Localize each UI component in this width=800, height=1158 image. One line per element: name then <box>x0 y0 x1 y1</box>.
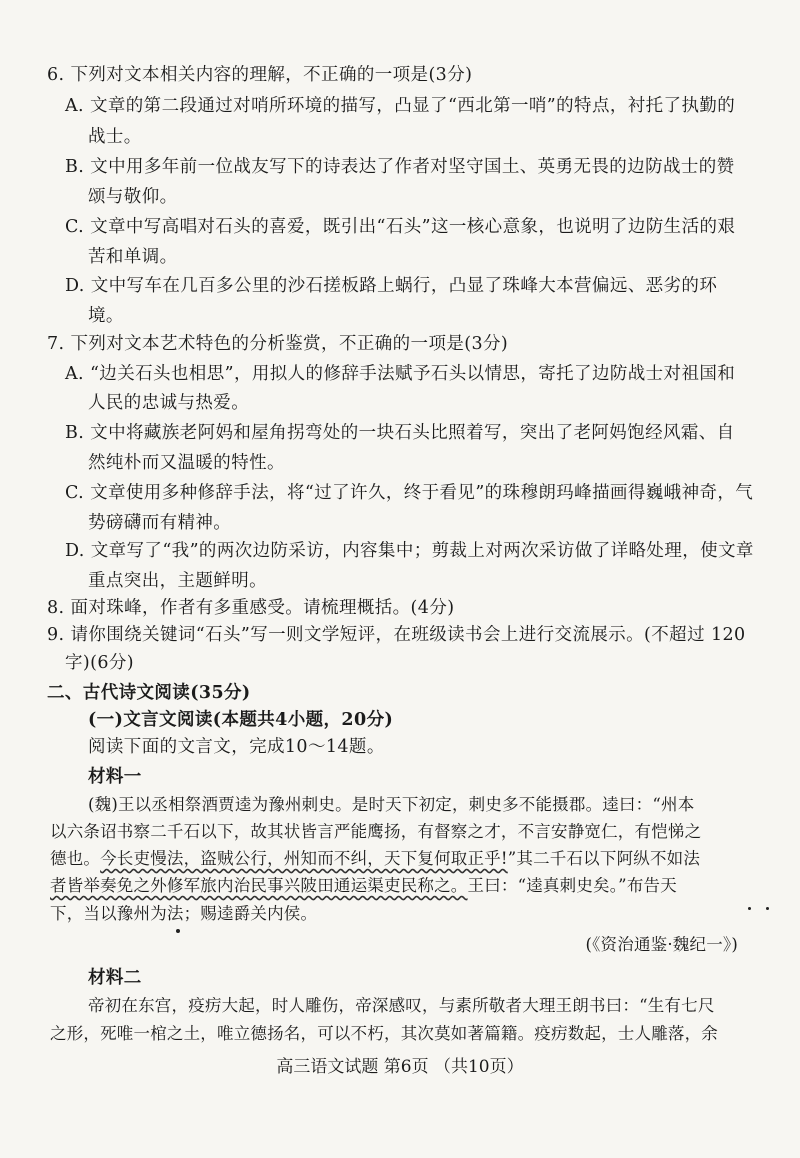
subsection-title: (一)文言文阅读(本题共4小题，20分) <box>88 710 394 730</box>
material-1-line-4 <box>50 873 677 899</box>
material-2-label: 材料二 <box>88 968 142 988</box>
reading-instruction: 阅读下面的文言文，完成10～14题。 <box>88 737 385 757</box>
q8: 8. 面对珠峰，作者有多重感受。请梳理概括。(4分) <box>47 598 455 618</box>
emphasis-dot <box>176 929 180 933</box>
q6-option-d-cont: 境。 <box>88 306 124 326</box>
section-title: 二、古代诗文阅读(35分) <box>47 683 251 703</box>
material-1-line-3 <box>50 846 700 872</box>
material-2-line-2: 之形，死唯一棺之土，唯立德扬名，可以不朽，其次莫如著篇籍。疫疠数起，士人雕落，余 <box>50 1024 718 1043</box>
q7-option-c: C. 文章使用多种修辞手法，将“过了许久，终于看见”的珠穆朗玛峰描画得巍峨神奇，气 <box>65 483 754 503</box>
punctuation-exercise-text: 者皆举奏免之外修军旅内治民事兴陂田通运渠吏民称之。 <box>50 876 468 895</box>
q6-option-a-cont: 战士。 <box>88 127 142 147</box>
q7-option-b-cont: 然纯朴而又温暖的特性。 <box>88 453 285 473</box>
q7-option-d-cont: 重点突出，主题鲜明。 <box>88 571 267 591</box>
scan-speck <box>766 907 769 910</box>
underlined-sentence: 今长吏慢法，盗贼公行，州知而不纠，天下复何取正乎! <box>100 849 508 868</box>
material-1-source: (《资治通鉴·魏纪一》) <box>585 935 738 954</box>
q9-cont: 字)(6分) <box>65 653 135 673</box>
material-1-label: 材料一 <box>88 767 142 787</box>
material-2-line-1: 帝初在东宫，疫疠大起，时人雕伤，帝深感叹，与素所敬者大理王朗书曰：“生有七尺 <box>88 996 715 1015</box>
q6-option-b: B. 文中用多年前一位战友写下的诗表达了作者对坚守国土、英勇无畏的边防战士的赞 <box>65 157 735 177</box>
q6-option-a: A. 文章的第二段通过对哨所环境的描写，凸显了“西北第一哨”的特点，衬托了执勤的 <box>65 96 736 116</box>
page-footer: 高三语文试题 第6页 （共10页） <box>276 1057 524 1077</box>
q6-option-d: D. 文中写车在几百多公里的沙石搓板路上蜗行，凸显了珠峰大本营偏远、恶劣的环 <box>65 276 718 296</box>
scan-speck <box>748 907 751 910</box>
q6-option-b-cont: 颂与敬仰。 <box>88 187 178 207</box>
q7-option-a: A. “边关石头也相思”，用拟人的修辞手法赋予石头以情思，寄托了边防战士对祖国和 <box>65 364 736 384</box>
material-1-text: 德也。 <box>50 849 101 868</box>
q6-option-c: C. 文章中写高唱对石头的喜爱，既引出“石头”这一核心意象，也说明了边防生活的艰 <box>65 217 736 237</box>
q6-stem: 6. 下列对文本相关内容的理解，不正确的一项是(3分) <box>47 65 473 85</box>
q7-option-b: B. 文中将藏族老阿妈和屋角拐弯处的一块石头比照着写，突出了老阿妈饱经风霜、自 <box>65 423 735 443</box>
q7-option-a-cont: 人民的忠诚与热爱。 <box>88 393 250 413</box>
q7-stem: 7. 下列对文本艺术特色的分析鉴赏，不正确的一项是(3分) <box>47 334 509 354</box>
q7-option-d: D. 文章写了“我”的两次边防采访，内容集中；剪裁上对两次采访做了详略处理，使文章 <box>65 541 754 561</box>
material-1-line-2: 以六条诏书察二千石以下，故其状皆言严能鹰扬，有督察之才，不言安静宽仁，有恺悌之 <box>50 822 702 841</box>
q7-option-c-cont: 势磅礴而有精神。 <box>88 513 232 533</box>
material-1-text: 王曰：“逵真刺史矣。”布告天 <box>467 876 677 895</box>
material-1-line-1: (魏)王以丞相祭酒贾逵为豫州刺史。是时天下初定，刺史多不能摄郡。逵曰：“州本 <box>88 795 695 814</box>
material-1-text: ”其二千石以下阿纵不如法 <box>507 849 701 868</box>
q6-option-c-cont: 苦和单调。 <box>88 247 178 267</box>
q9: 9. 请你围绕关键词“石头”写一则文学短评，在班级读书会上进行交流展示。(不超过 120 <box>47 625 746 645</box>
material-1-line-5: 下，当以豫州为法；赐逵爵关内侯。 <box>50 904 318 923</box>
